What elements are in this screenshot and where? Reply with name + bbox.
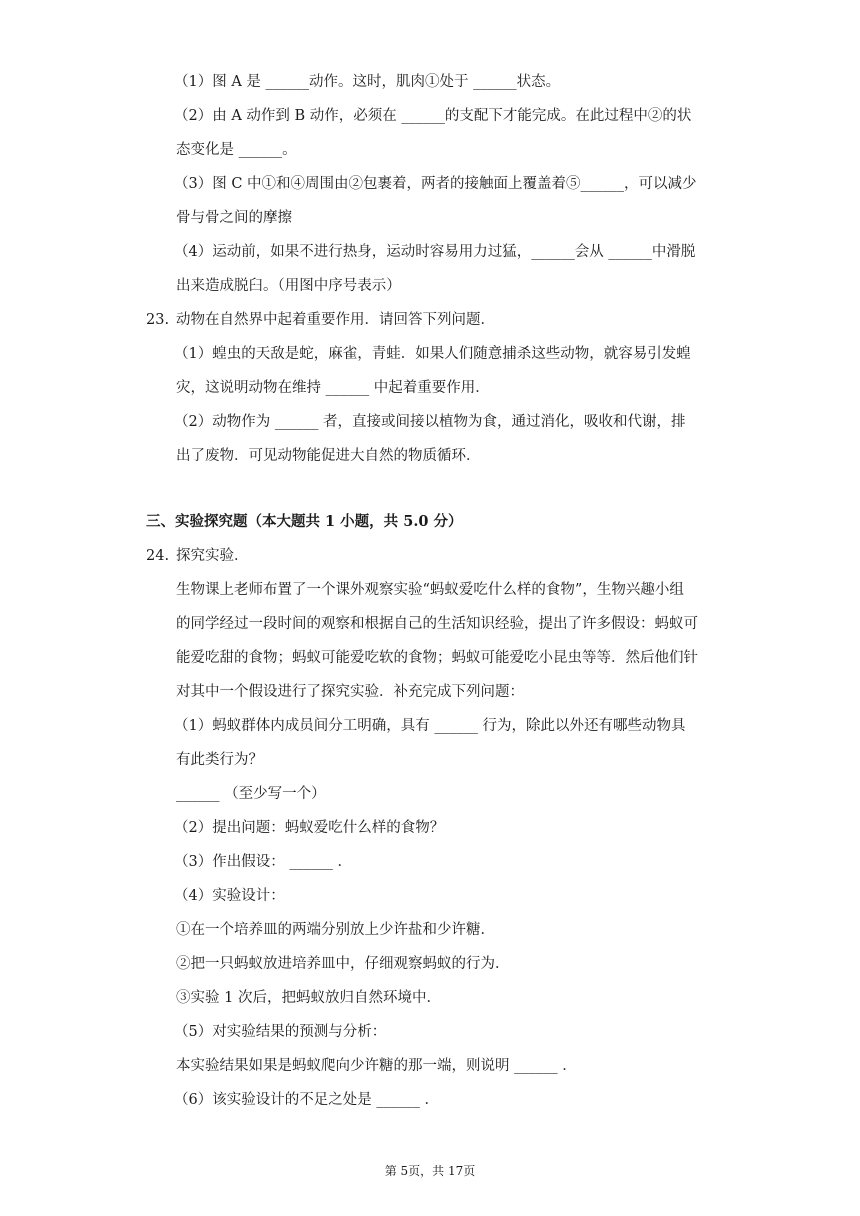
q24-intro-line1: 生物课上老师布置了一个课外观察实验“蚂蚁爱吃什么样的食物”，生物兴趣小组 bbox=[176, 582, 684, 598]
q24-step1: ①在一个培养皿的两端分别放上少许盐和少许糖． bbox=[176, 922, 495, 938]
q23-part1-line2: 灾，这说明动物在维持 ______ 中起着重要作用． bbox=[176, 380, 490, 396]
q23-part1-line1: （1）蝗虫的天敌是蛇，麻雀，青蛙．如果人们随意捕杀这些动物，就容易引发蝗 bbox=[174, 346, 691, 362]
q22-part4-line1: （4）运动前，如果不进行热身，运动时容易用力过猛，______会从 ______中滑脱 bbox=[174, 244, 696, 260]
q24-intro-line3: 能爱吃甜的食物；蚂蚁可能爱吃软的食物；蚂蚁可能爱吃小昆虫等等．然后他们针 bbox=[176, 650, 698, 666]
q24-step2: ②把一只蚂蚁放进培养皿中，仔细观察蚂蚁的行为． bbox=[176, 956, 510, 972]
q24-part1-line1: （1）蚂蚁群体内成员间分工明确，具有 ______ 行为，除此以外还有哪些动物具 bbox=[174, 718, 686, 734]
q22-part4-line2: 出来造成脱臼。（用图中序号表示） bbox=[176, 278, 401, 294]
q24-part6: （6）该实验设计的不足之处是 ______ ． bbox=[174, 1092, 439, 1108]
q22-part2-line1: （2）由 A 动作到 B 动作，必须在 ______的支配下才能完成。在此过程中②的状 bbox=[174, 108, 692, 124]
q22-part2-line2: 态变化是 ______。 bbox=[176, 142, 297, 158]
q22-part1: （1）图 A 是 ______动作。这时，肌肉①处于 ______状态。 bbox=[174, 74, 561, 90]
q22-part3-line2: 骨与骨之间的摩擦 bbox=[176, 210, 292, 226]
q24-intro-line2: 的同学经过一段时间的观察和根据自己的生活知识经验，提出了许多假设：蚂蚁可 bbox=[176, 616, 698, 632]
q24-part4: （4）实验设计： bbox=[174, 888, 285, 904]
q24-intro-line4: 对其中一个假设进行了探究实验．补充完成下列问题： bbox=[176, 684, 524, 700]
q23-number: 23. bbox=[146, 312, 170, 328]
q23-part2-line1: （2）动物作为 ______ 者，直接或间接以植物为食，通过消化，吸收和代谢，排 bbox=[174, 414, 686, 430]
page-footer: 第 5页，共 17页 bbox=[384, 1164, 476, 1178]
q24-number: 24. bbox=[146, 548, 170, 564]
section-heading: 三、实验探究题（本大题共 1 小题，共 5.0 分） bbox=[146, 513, 463, 530]
q24-part1-line2: 有此类行为？ bbox=[176, 752, 263, 768]
q24-part5-result: 本实验结果如果是蚂蚁爬向少许糖的那一端，则说明 ______ ． bbox=[176, 1058, 577, 1074]
q24-part2: （2）提出问题：蚂蚁爱吃什么样的食物？ bbox=[174, 820, 445, 836]
q23-stem: 动物在自然界中起着重要作用．请回答下列问题． bbox=[176, 312, 495, 328]
q24-part5: （5）对实验结果的预测与分析： bbox=[174, 1024, 387, 1040]
q24-part3: （3）作出假设： ______ ． bbox=[174, 854, 352, 870]
q22-part3-line1: （3）图 C 中①和④周围由②包裹着，两者的接触面上覆盖着⑤______，可以减少 bbox=[174, 176, 697, 192]
q24-stem: 探究实验． bbox=[176, 548, 249, 564]
q23-part2-line2: 出了废物．可见动物能促进大自然的物质循环． bbox=[176, 448, 481, 464]
q24-step3: ③实验 1 次后，把蚂蚁放归自然环境中． bbox=[176, 990, 441, 1006]
q24-part1-line3: ______ （至少写一个） bbox=[176, 786, 326, 802]
